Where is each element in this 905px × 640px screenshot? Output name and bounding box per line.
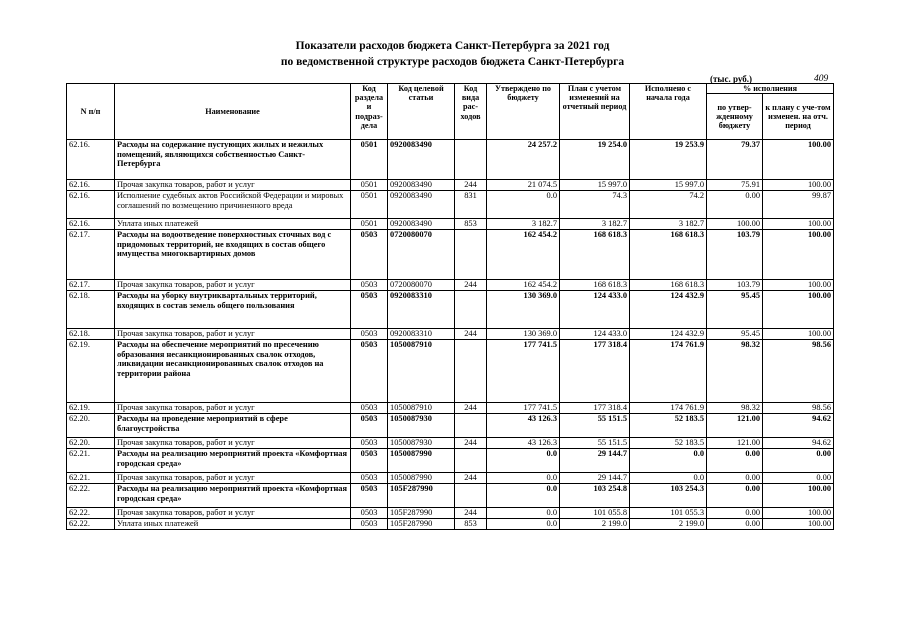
row-approved: 0.0 — [487, 449, 560, 473]
row-approved: 24 257.2 — [487, 140, 560, 180]
row-number: 62.16. — [67, 140, 115, 180]
row-target-article-code: 1050087990 — [388, 449, 455, 473]
row-percent-approved: 121.00 — [707, 414, 763, 438]
row-expense-type-code — [455, 230, 487, 280]
row-percent-approved: 79.37 — [707, 140, 763, 180]
row-plan: 168 618.3 — [560, 280, 630, 291]
row-percent-approved: 98.32 — [707, 403, 763, 414]
header-percent-group: % исполнения — [707, 84, 834, 94]
row-name: Уплата иных платежей — [115, 219, 351, 230]
row-target-article-code: 0720080070 — [388, 280, 455, 291]
row-approved: 43 126.3 — [487, 438, 560, 449]
row-number: 62.17. — [67, 230, 115, 280]
row-number: 62.19. — [67, 403, 115, 414]
row-percent-plan: 100.00 — [763, 291, 834, 329]
row-executed: 52 183.5 — [630, 414, 707, 438]
row-approved: 0.0 — [487, 519, 560, 530]
row-approved: 130 369.0 — [487, 329, 560, 340]
row-target-article-code: 1050087990 — [388, 473, 455, 484]
row-target-article-code: 105F287990 — [388, 484, 455, 508]
row-number: 62.17. — [67, 280, 115, 291]
row-target-article-code: 1050087910 — [388, 403, 455, 414]
row-plan: 3 182.7 — [560, 219, 630, 230]
table-row — [67, 219, 834, 230]
row-name: Прочая закупка товаров, работ и услуг — [115, 280, 351, 291]
row-plan: 177 318.4 — [560, 403, 630, 414]
row-plan: 55 151.5 — [560, 414, 630, 438]
row-approved: 0.0 — [487, 191, 560, 219]
row-razdel-code: 0503 — [351, 291, 388, 329]
row-razdel-code: 0503 — [351, 449, 388, 473]
table-row — [67, 140, 834, 180]
row-expense-type-code: 244 — [455, 473, 487, 484]
row-number: 62.16. — [67, 219, 115, 230]
row-razdel-code: 0503 — [351, 329, 388, 340]
row-plan: 29 144.7 — [560, 473, 630, 484]
row-percent-approved: 98.32 — [707, 340, 763, 403]
header-plan: План с учетом изменений на отчетный период — [560, 84, 630, 140]
table-row — [67, 280, 834, 291]
row-plan: 177 318.4 — [560, 340, 630, 403]
row-plan: 19 254.0 — [560, 140, 630, 180]
row-plan: 55 151.5 — [560, 438, 630, 449]
row-target-article-code: 0920083490 — [388, 180, 455, 191]
row-name: Прочая закупка товаров, работ и услуг — [115, 329, 351, 340]
row-plan: 15 997.0 — [560, 180, 630, 191]
row-expense-type-code — [455, 414, 487, 438]
row-razdel-code: 0503 — [351, 414, 388, 438]
table-row — [67, 508, 834, 519]
row-percent-plan: 94.62 — [763, 438, 834, 449]
row-expense-type-code: 244 — [455, 403, 487, 414]
row-number: 62.20. — [67, 438, 115, 449]
row-percent-plan: 100.00 — [763, 219, 834, 230]
row-target-article-code: 0920083490 — [388, 191, 455, 219]
row-executed: 74.2 — [630, 191, 707, 219]
row-razdel-code: 0503 — [351, 438, 388, 449]
row-expense-type-code: 244 — [455, 180, 487, 191]
row-target-article-code: 0920083490 — [388, 219, 455, 230]
row-percent-plan: 94.62 — [763, 414, 834, 438]
row-target-article-code: 1050087930 — [388, 414, 455, 438]
row-executed: 174 761.9 — [630, 403, 707, 414]
row-executed: 0.0 — [630, 449, 707, 473]
row-number: 62.20. — [67, 414, 115, 438]
row-percent-approved: 95.45 — [707, 291, 763, 329]
header-percent-plan: к плану с уче-том изменен. на отч. период — [763, 94, 834, 140]
row-target-article-code: 0920083490 — [388, 140, 455, 180]
table-row — [67, 329, 834, 340]
row-percent-approved: 103.79 — [707, 280, 763, 291]
row-approved: 21 074.5 — [487, 180, 560, 191]
row-expense-type-code — [455, 140, 487, 180]
row-expense-type-code: 831 — [455, 191, 487, 219]
row-name: Расходы на реализацию мероприятий проекта «Комфортная городская среда» — [115, 484, 351, 508]
table-row — [67, 340, 834, 403]
row-percent-approved: 103.79 — [707, 230, 763, 280]
row-razdel-code: 0503 — [351, 280, 388, 291]
header-expense-type: Код вида рас-ходов — [455, 84, 487, 140]
row-expense-type-code: 244 — [455, 438, 487, 449]
row-executed: 124 432.9 — [630, 291, 707, 329]
row-number: 62.18. — [67, 329, 115, 340]
budget-table — [66, 83, 834, 530]
row-razdel-code: 0501 — [351, 219, 388, 230]
row-percent-approved: 95.45 — [707, 329, 763, 340]
row-name: Расходы на проведение мероприятий в сфере благоустройства — [115, 414, 351, 438]
header-percent-approved: по утвер-жденному бюджету — [707, 94, 763, 140]
row-percent-plan: 98.56 — [763, 403, 834, 414]
row-razdel-code: 0503 — [351, 508, 388, 519]
page-number: 409 — [814, 74, 829, 84]
row-number: 62.22. — [67, 508, 115, 519]
row-name: Расходы на содержание пустующих жилых и нежилых помещений, являющихся собственностью Санкт-Петербурга — [115, 140, 351, 180]
row-percent-plan: 100.00 — [763, 519, 834, 530]
row-plan: 2 199.0 — [560, 519, 630, 530]
row-target-article-code: 0720080070 — [388, 230, 455, 280]
units-label: (тыс. руб.) — [710, 74, 752, 84]
header-razdel: Код раздела и подраз-дела — [351, 84, 388, 140]
row-name: Прочая закупка товаров, работ и услуг — [115, 508, 351, 519]
row-approved: 0.0 — [487, 484, 560, 508]
row-percent-plan: 98.56 — [763, 340, 834, 403]
row-executed: 52 183.5 — [630, 438, 707, 449]
row-percent-approved: 75.91 — [707, 180, 763, 191]
row-percent-plan: 0.00 — [763, 473, 834, 484]
document-title-line-1: Показатели расходов бюджета Санкт-Петербурга за 2021 год — [295, 40, 610, 52]
row-expense-type-code — [455, 340, 487, 403]
table-row — [67, 473, 834, 484]
row-name: Расходы на реализацию мероприятий проекта «Комфортная городская среда» — [115, 449, 351, 473]
row-number: 62.22. — [67, 484, 115, 508]
table-body — [67, 140, 834, 530]
row-percent-plan: 100.00 — [763, 329, 834, 340]
row-percent-plan: 100.00 — [763, 280, 834, 291]
row-percent-plan: 100.00 — [763, 180, 834, 191]
row-percent-plan: 100.00 — [763, 484, 834, 508]
row-percent-plan: 99.87 — [763, 191, 834, 219]
row-expense-type-code: 853 — [455, 219, 487, 230]
row-percent-approved: 0.00 — [707, 449, 763, 473]
table-row — [67, 519, 834, 530]
row-number: 62.22. — [67, 519, 115, 530]
table-row — [67, 230, 834, 280]
row-percent-approved: 0.00 — [707, 484, 763, 508]
row-razdel-code: 0503 — [351, 473, 388, 484]
row-name: Прочая закупка товаров, работ и услуг — [115, 180, 351, 191]
row-approved: 0.0 — [487, 508, 560, 519]
row-approved: 177 741.5 — [487, 403, 560, 414]
row-target-article-code: 1050087910 — [388, 340, 455, 403]
row-executed: 124 432.9 — [630, 329, 707, 340]
row-executed: 103 254.3 — [630, 484, 707, 508]
header-target-article: Код целевой статьи — [388, 84, 455, 140]
row-name: Прочая закупка товаров, работ и услуг — [115, 438, 351, 449]
row-number: 62.16. — [67, 180, 115, 191]
table-row — [67, 414, 834, 438]
row-name: Расходы на уборку внутриквартальных территорий, входящих в состав земель общего пользования — [115, 291, 351, 329]
row-executed: 101 055.3 — [630, 508, 707, 519]
row-percent-plan: 100.00 — [763, 140, 834, 180]
row-approved: 43 126.3 — [487, 414, 560, 438]
row-plan: 168 618.3 — [560, 230, 630, 280]
row-razdel-code: 0503 — [351, 519, 388, 530]
row-percent-approved: 0.00 — [707, 519, 763, 530]
row-plan: 124 433.0 — [560, 329, 630, 340]
table-row — [67, 484, 834, 508]
header-name: Наименование — [115, 84, 351, 140]
header-number: N п/п — [67, 84, 115, 140]
row-percent-plan: 0.00 — [763, 449, 834, 473]
table-row — [67, 449, 834, 473]
row-percent-approved: 0.00 — [707, 191, 763, 219]
table-row — [67, 191, 834, 219]
row-number: 62.21. — [67, 449, 115, 473]
row-plan: 29 144.7 — [560, 449, 630, 473]
row-name: Прочая закупка товаров, работ и услуг — [115, 403, 351, 414]
row-number: 62.19. — [67, 340, 115, 403]
row-executed: 174 761.9 — [630, 340, 707, 403]
row-executed: 19 253.9 — [630, 140, 707, 180]
row-plan: 74.3 — [560, 191, 630, 219]
row-expense-type-code: 244 — [455, 508, 487, 519]
row-percent-plan: 100.00 — [763, 230, 834, 280]
row-target-article-code: 105F287990 — [388, 508, 455, 519]
row-name: Исполнение судебных актов Российской Федерации и мировых соглашений по возмещению причиненного вреда — [115, 191, 351, 219]
row-executed: 168 618.3 — [630, 230, 707, 280]
row-razdel-code: 0503 — [351, 340, 388, 403]
row-name: Расходы на водоотведение поверхностных сточных вод с придомовых территорий, не входящих в состав общего имущества многоквартирных домов — [115, 230, 351, 280]
row-number: 62.16. — [67, 191, 115, 219]
row-razdel-code: 0501 — [351, 191, 388, 219]
row-executed: 0.0 — [630, 473, 707, 484]
row-plan: 124 433.0 — [560, 291, 630, 329]
row-approved: 177 741.5 — [487, 340, 560, 403]
document-title-line-2: по ведомственной структуре расходов бюджета Санкт-Петербурга — [280, 56, 625, 68]
row-target-article-code: 0920083310 — [388, 291, 455, 329]
header-executed: Исполнено с начала года — [630, 84, 707, 140]
row-percent-plan: 100.00 — [763, 508, 834, 519]
row-plan: 101 055.8 — [560, 508, 630, 519]
table-row — [67, 291, 834, 329]
row-razdel-code: 0501 — [351, 140, 388, 180]
row-executed: 168 618.3 — [630, 280, 707, 291]
row-expense-type-code — [455, 291, 487, 329]
table-row — [67, 438, 834, 449]
row-approved: 162 454.2 — [487, 230, 560, 280]
row-executed: 2 199.0 — [630, 519, 707, 530]
row-percent-approved: 100.00 — [707, 219, 763, 230]
row-number: 62.21. — [67, 473, 115, 484]
table-row — [67, 403, 834, 414]
row-expense-type-code: 244 — [455, 329, 487, 340]
row-approved: 3 182.7 — [487, 219, 560, 230]
row-approved: 130 369.0 — [487, 291, 560, 329]
row-percent-approved: 0.00 — [707, 473, 763, 484]
row-razdel-code: 0503 — [351, 230, 388, 280]
row-executed: 15 997.0 — [630, 180, 707, 191]
row-name: Прочая закупка товаров, работ и услуг — [115, 473, 351, 484]
row-target-article-code: 0920083310 — [388, 329, 455, 340]
row-plan: 103 254.8 — [560, 484, 630, 508]
row-razdel-code: 0503 — [351, 403, 388, 414]
header-approved: Утверждено по бюджету — [487, 84, 560, 140]
row-percent-approved: 121.00 — [707, 438, 763, 449]
row-executed: 3 182.7 — [630, 219, 707, 230]
row-target-article-code: 1050087930 — [388, 438, 455, 449]
row-target-article-code: 105F287990 — [388, 519, 455, 530]
row-expense-type-code: 244 — [455, 280, 487, 291]
row-approved: 162 454.2 — [487, 280, 560, 291]
row-number: 62.18. — [67, 291, 115, 329]
table-row — [67, 180, 834, 191]
row-approved: 0.0 — [487, 473, 560, 484]
row-name: Расходы на обеспечение мероприятий по пресечению образования несанкционированных свалок отходов, ликвидации несанкционированных свалок отходов на территории района — [115, 340, 351, 403]
row-razdel-code: 0501 — [351, 180, 388, 191]
row-name: Уплата иных платежей — [115, 519, 351, 530]
row-percent-approved: 0.00 — [707, 508, 763, 519]
row-expense-type-code — [455, 449, 487, 473]
row-razdel-code: 0503 — [351, 484, 388, 508]
row-expense-type-code: 853 — [455, 519, 487, 530]
row-expense-type-code — [455, 484, 487, 508]
